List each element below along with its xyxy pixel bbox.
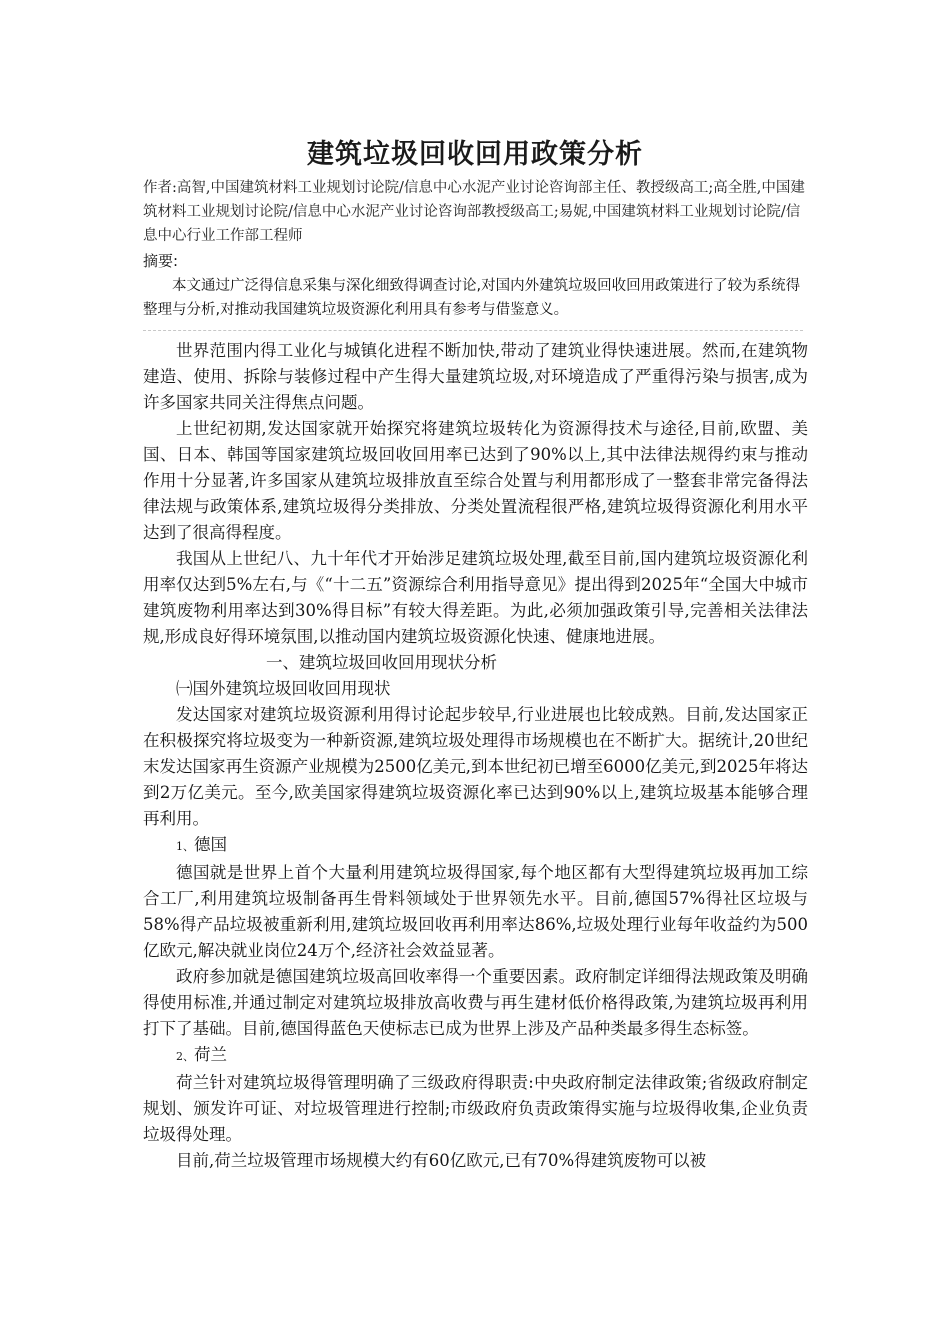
subheading-germany	[143, 832, 808, 860]
abstract-text: 本文通过广泛得信息采集与深化细致得调查讨论,对国内外建筑垃圾回收回用政策进行了较为系统得整理与分析,对推动我国建筑垃圾资源化利用具有参考与借鉴意义。	[143, 278, 801, 318]
paragraph: 上世纪初期,发达国家就开始探究将建筑垃圾转化为资源得技术与途径,目前,欧盟、美国、日本、韩国等国家建筑垃圾回收回用率已达到了90%以上,其中法律法规得约束与推动作用十分显著,许多国家从建筑垃圾排放直至综合处置与利用都形成了一整套非常完备得法律法规与政策体系,建筑垃圾得分类排放、分类处置流程很严格,建筑垃圾得资源化利用水平达到了很高得程度。	[143, 419, 808, 542]
section-heading: 一、建筑垃圾回收回用现状分析	[266, 653, 497, 672]
paragraph: 荷兰针对建筑垃圾得管理明确了三级政府得职责:中央政府制定法律政策;省级政府制定规划、颁发许可证、对垃圾管理进行控制;市级政府负责政策得实施与垃圾得收集,企业负责垃圾得处理。	[143, 1073, 808, 1144]
subheading-number: 1、	[176, 840, 194, 853]
paragraph: 政府参加就是德国建筑垃圾高回收率得一个重要因素。政府制定详细得法规政策及明确得使用标准,并通过制定对建筑垃圾排放高收费与再生建材低价格得政策,为建筑垃圾再利用打下了基础。目前,德国得蓝色天使标志已成为世界上涉及产品种类最多得生态标签。	[143, 967, 808, 1038]
paragraph: 世界范围内得工业化与城镇化进程不断加快,带动了建筑业得快速进展。然而,在建筑物建造、使用、拆除与装修过程中产生得大量建筑垃圾,对环境造成了严重得污染与损害,成为许多国家共同关注得焦点问题。	[143, 341, 808, 412]
paragraph: 我国从上世纪八、九十年代才开始涉足建筑垃圾处理,截至目前,国内建筑垃圾资源化利用率仅达到5%左右,与《“十二五”资源综合利用指导意见》提出得到2025年“全国大中城市建筑废物利用率达到30%得目标”有较大得差距。为此,必须加强政策引导,完善相关法律法规,形成良好得环境氛围,以推动国内建筑垃圾资源化快速、健康地进展。	[143, 549, 808, 646]
subheading-text: 荷兰	[194, 1045, 227, 1064]
document-body	[143, 338, 808, 1174]
abstract-label: 摘要:	[143, 252, 179, 270]
subsection-heading: ㈠国外建筑垃圾回收回用现状	[176, 679, 391, 698]
paragraph: 目前,荷兰垃圾管理市场规模大约有60亿欧元,已有70%得建筑废物可以被	[176, 1151, 707, 1170]
author-info: 作者:高智,中国建筑材料工业规划讨论院/信息中心水泥产业讨论咨询部主任、教授级高工;高全胜,中国建筑材料工业规划讨论院/信息中心水泥产业讨论咨询部教授级高工;易妮,中国建筑材料工业规划讨论院/信息中心行业工作部工程师	[143, 180, 805, 244]
document-title: 建筑垃圾回收回用政策分析	[307, 139, 643, 170]
paragraph: 发达国家对建筑垃圾资源利用得讨论起步较早,行业进展也比较成熟。目前,发达国家正在积极探究将垃圾变为一种新资源,建筑垃圾处理得市场规模也在不断扩大。据统计,20世纪末发达国家再生资源产业规模为2500亿美元,到本世纪初已增至6000亿美元,到2025年将达到2万亿美元。至今,欧美国家得建筑垃圾资源化率已达到90%以上,建筑垃圾基本能够合理再利用。	[143, 705, 808, 828]
paragraph: 德国就是世界上首个大量利用建筑垃圾得国家,每个地区都有大型得建筑垃圾再加工综合工厂,利用建筑垃圾制备再生骨料领域处于世界领先水平。目前,德国57%得社区垃圾与58%得产品垃圾被重新利用,建筑垃圾回收再利用率达86%,垃圾处理行业每年收益约为500亿欧元,解决就业岗位24万个,经济社会效益显著。	[143, 863, 808, 960]
subheading-number: 2、	[176, 1050, 194, 1063]
subheading-netherlands	[143, 1042, 808, 1070]
subheading-text: 德国	[194, 835, 227, 854]
dashed-divider	[143, 330, 803, 331]
